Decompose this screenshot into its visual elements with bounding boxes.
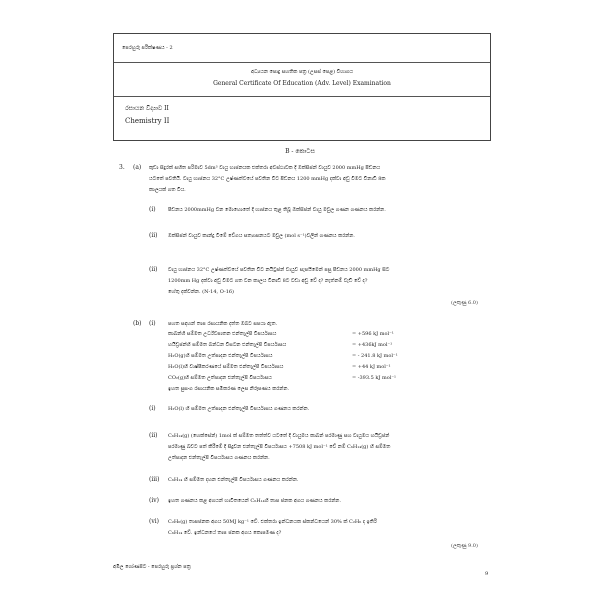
part-a-item-text: ඔක්සිජන් වායුව කාන්දු වීමේ වේගය සත්‍යාපනයට මවුල (mol s⁻¹)වලින් ගණනය කරන්න.: [168, 233, 355, 239]
part-b-item-text: C₆H₁₄ හි සම්මත දහන එන්තැල්පි විපර්යාසය ගණනය කරන්න.: [168, 477, 299, 483]
section-title: B - කොටස: [285, 148, 315, 155]
part-b-item-text: C₂H₆(g) තාපජනක අගය 50MJ kg⁻¹ වේ. එක්තරා ඉන්ධනයක ස්කන්ධයෙන් 30% ක් C₂H₆ ද ඉතිරි: [168, 519, 377, 525]
part-b-sub-label: (i): [149, 320, 156, 327]
part-a-item-text: පීඩනය 2000mmHg වන මොහොතේ දී භාජනය තුළ තිබූ ඔක්සිජන් වායු මවුල ගණන ගණනය කරන්න.: [168, 207, 386, 213]
data-name: හයිඩ්‍රජන්හි සම්මත බන්ධන විඝටන එන්තැල්පි විපර්යාසය: [168, 342, 287, 348]
data-name: H₂O(g)හි සම්මත උත්පාදන එන්තැල්පි විපර්යාසය: [168, 353, 273, 359]
part-b-item-number: (iii): [149, 476, 160, 483]
part-a-hint: හේතු දක්වන්න. (N-14, O-16): [168, 289, 235, 295]
part-a-marks: (ලකුණු 6.0): [451, 300, 478, 306]
question-number: 3.: [119, 164, 125, 171]
part-a-item-number: (ii): [149, 266, 158, 273]
data-name: CO₂(g)හි සම්මත උත්පාදන එන්තැල්පි විපර්යාසය: [168, 375, 272, 381]
exam-title-en: General Certificate Of Education (Adv. Level) Examination: [213, 80, 391, 87]
part-b-item-text: C₆H₁₄(g) (හෙක්සේන්) 1mol ක් සම්මත තත්ත්ව යටතේ දී වායුමය කාබන් පරමාණු සහ වායුමය හයිඩ්‍රජන්: [168, 433, 390, 439]
part-a-item-number: (i): [149, 206, 156, 213]
part-b-item-text: පරමාණු බවට පත් කිරීමේ දී සිදුවන එන්තැල්පි විපර්යාසය +7508 kJ mol⁻¹ වේ නම් C₆H₁₄(g) හි සම්මත: [168, 444, 391, 450]
part-a-item-text: වායු භාජනය 32°C උෂ්ණත්වයේ පවතින විට නයිට්‍රජන් වායුව සැපයීමෙන් පසු පීඩනය 2000 mmHg සිට: [168, 267, 390, 273]
header-box: [113, 33, 491, 141]
footer-text: අමිල ගෝණපිට - පෙරහුරු ප්‍රශ්න පත්‍ර: [113, 564, 191, 570]
data-name: කාබන්හි සම්මත උර්ධ්වපාතන එන්තැල්පි විපර්යාසය: [168, 331, 277, 337]
part-a-intro-line: කාලයක් ගත විය.: [149, 187, 186, 193]
header-exam-row: [114, 63, 490, 97]
subject-en: Chemistry II: [125, 117, 170, 125]
series-label: පෙරහුරු පරීක්ෂණය - 2: [122, 45, 173, 51]
part-b-item-text: H₂O(l) හි සම්මත උත්පාදන එන්තැල්පි විපර්යාසය ගණනය කරන්න.: [168, 406, 310, 412]
part-b-given: පහත සඳහන් තාප රසායනික දත්ත ඔබට සපයා ඇත.: [168, 321, 278, 327]
part-a-intro-line: කුඩා සිදුරක් සහිත පරිමාව 5dm³ වායු භාජනයක එක්තරා අවස්ථාවක දී ඔක්සිජන් වායුව 2000 mmHg පීඩනය: [149, 165, 381, 171]
exam-title-si: අධ්‍යයන පොදු සහතික පත්‍ර (උසස් පෙළ) විභාගය: [250, 69, 354, 75]
part-b-item-number: (iv): [149, 497, 159, 504]
part-a-item-text: 1200mm Hg දක්වා අඩු වීමට ගත වන කාලය විනාඩි 8ට වඩා අඩු වේ ද? නැත්නම් වැඩි වේ ද?: [168, 278, 368, 284]
part-a-intro-line: යටතේ පවතියි. වායු භාජනය 32°C උෂ්ණත්වයේ පවතින විට පීඩනය 1200 mmHg දක්වා අඩු වීමට විනාඩි 8ක: [149, 176, 386, 182]
part-b-item-number: (vi): [149, 518, 159, 525]
data-value: = +596 kJ mol⁻¹: [352, 331, 394, 337]
part-b-label: (b): [133, 320, 142, 327]
data-value: = +44 kJ mol⁻¹: [352, 364, 391, 370]
subject-si: රසායන විද්‍යාව II: [125, 105, 169, 112]
page-number: 9: [485, 571, 489, 577]
data-value: = -393.5 kJ mol⁻¹: [352, 375, 396, 381]
part-b-item-number: (i): [149, 405, 156, 412]
part-b-item-text: උත්පාදන එන්තැල්පි විපර්යාසය ගණනය කරන්න.: [168, 455, 270, 461]
part-b-given-end: ඉහත සුසංග රසායනික සමීකරණ ලෙස නිරූපණය කරන්න.: [168, 386, 289, 392]
part-b-item-text: C₆H₁₄ වේ. ඉන්ධනයේ තාප ජනක අගය කොපමණ ද?: [168, 530, 282, 536]
data-value: = +436kJ mol⁻¹: [352, 342, 393, 348]
part-a-label: (a): [133, 164, 142, 171]
header-subject-row: [114, 97, 490, 139]
part-b-item-text: ඉහත ගණනය කළ අගයන් භාවිතයෙන් C₆H₁₄හි තාප ජනක අගය ගණනය කරන්න.: [168, 498, 341, 504]
part-b-marks: (ලකුණු 9.0): [451, 543, 478, 549]
part-b-item-number: (ii): [149, 432, 158, 439]
header-series-row: [114, 34, 490, 63]
part-a-item-number: (ii): [149, 232, 158, 239]
data-value: = - 241.8 kJ mol⁻¹: [352, 353, 398, 359]
data-name: H₂O(l)හි වාෂ්පීකරණයේ සම්මත එන්තැල්පි විපර්යාසය: [168, 364, 284, 370]
